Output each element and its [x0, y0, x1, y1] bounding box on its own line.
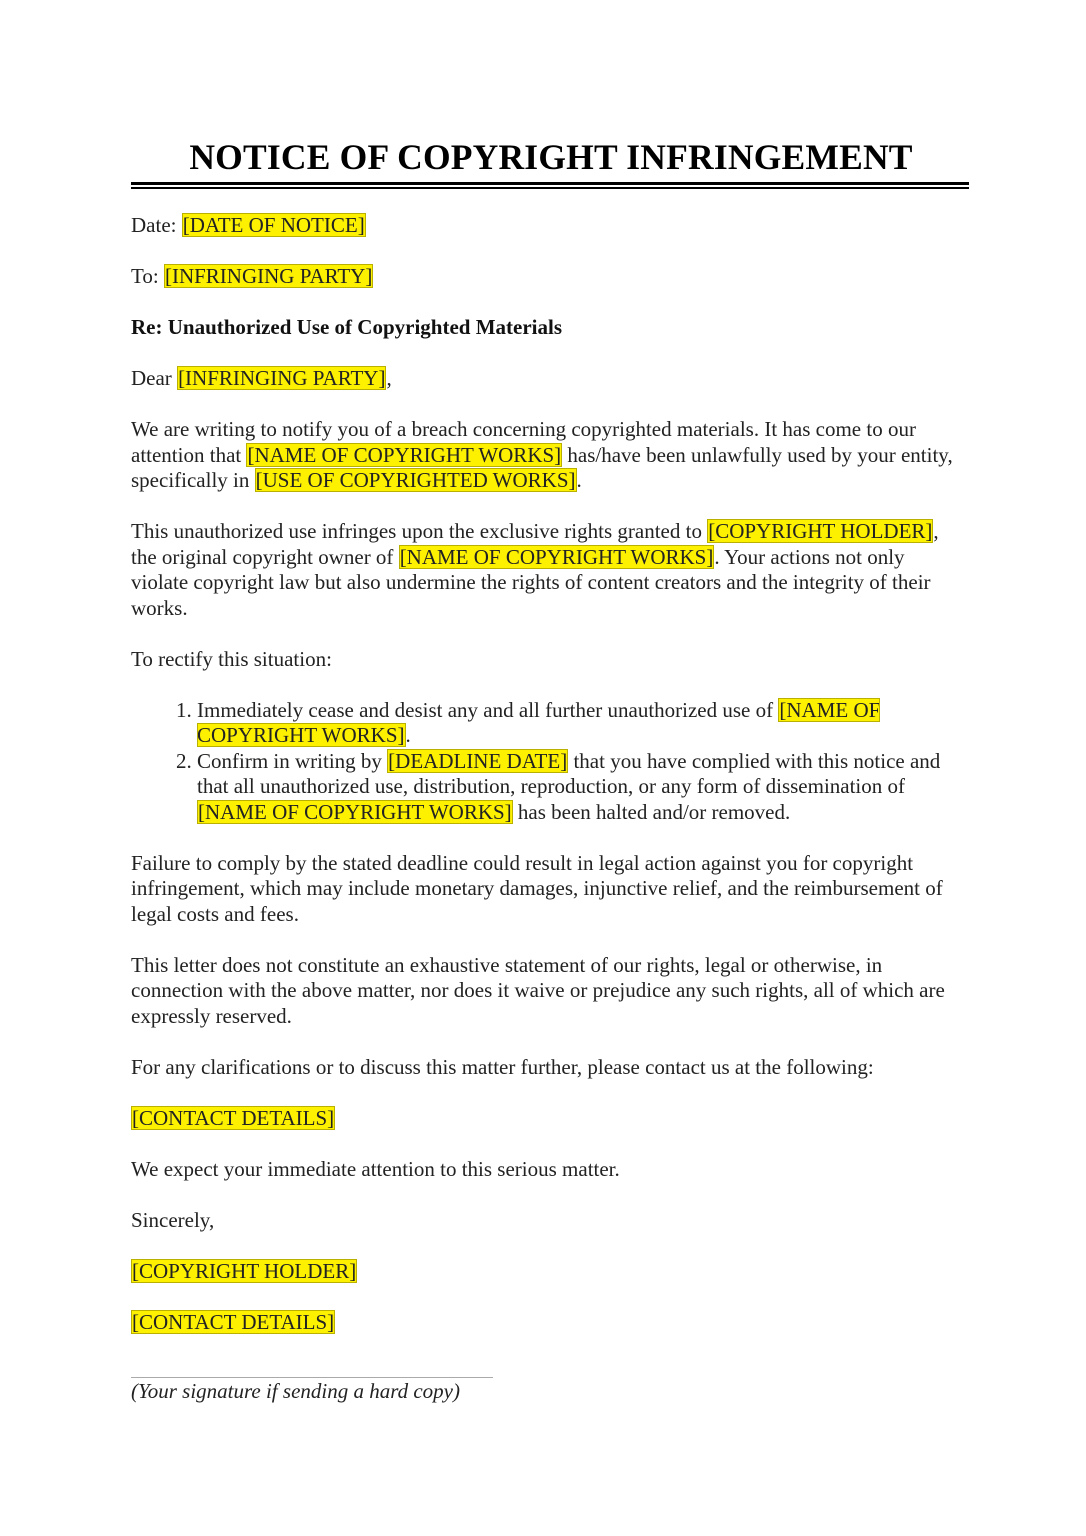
signature-line — [131, 1377, 493, 1378]
signature-caption: (Your signature if sending a hard copy) — [131, 1379, 460, 1403]
contact-details-placeholder: [CONTACT DETAILS] — [132, 1105, 335, 1130]
rectify-intro: To rectify this situation: — [131, 646, 332, 671]
subject-line: Re: Unauthorized Use of Copyrighted Materials — [131, 315, 563, 339]
contact-details-placeholder: [CONTACT DETAILS] — [132, 1309, 335, 1334]
signer-placeholder: [COPYRIGHT HOLDER] — [132, 1258, 357, 1283]
date-line: Date: [DATE OF NOTICE] — [131, 213, 365, 237]
contact-details-block — [131, 1106, 961, 1132]
paragraph-rights-infringed: This unauthorized use infringes upon the exclusive rights granted to [COPYRIGHT HOLDER], the original copyright owner of [NAME OF COPYRIGHT WORKS]. Your actions not only violate copyright law but also undermine the rights of content creators and the integrity of their works. — [131, 519, 939, 620]
paragraph-consequences: Failure to comply by the stated deadline could result in legal action against you for copyright infringement, which may include monetary damages, injunctive relief, and the reimbursement of legal costs and fees. — [131, 850, 943, 926]
works-name-placeholder: [NAME OF COPYRIGHT WORKS] — [247, 442, 562, 467]
deadline-date-placeholder: [DEADLINE DATE] — [388, 748, 568, 773]
signer-block — [131, 1259, 961, 1285]
letter-body — [131, 213, 961, 1361]
works-use-placeholder: [USE OF COPYRIGHTED WORKS] — [255, 468, 576, 492]
salutation-name-placeholder: [INFRINGING PARTY] — [178, 366, 386, 390]
to-line: To: [INFRINGING PARTY] — [131, 264, 373, 288]
remedy-steps-list — [131, 698, 961, 826]
copyright-holder-placeholder: [COPYRIGHT HOLDER] — [708, 519, 933, 543]
list-item: 1. Immediately cease and desist any and all further unauthorized use of [NAME OF COPYRIGHT WORKS]. — [197, 698, 961, 749]
signer-contact-block — [131, 1310, 961, 1336]
paragraph-contact-invite: For any clarifications or to discuss this matter further, please contact us at the following: — [131, 1054, 874, 1079]
works-name-placeholder: [NAME OF COPYRIGHT WORKS] — [198, 799, 512, 824]
paragraph-breach-notice: We are writing to notify you of a breach concerning copyrighted materials. It has come to our attention that [NAME OF COPYRIGHT WORKS] has/have been unlawfully used by your entity, specifically in [USE OF COPYRIGHTED WORKS]. — [131, 417, 953, 492]
list-item: 2. Confirm in writing by [DEADLINE DATE] that you have complied with this notice and that all unauthorized use, distribution, reproduction, or any form of dissemination of [NAME OF COPYRIGHT WORKS] has been halted and/or removed. — [197, 749, 961, 826]
closing: Sincerely, — [131, 1207, 215, 1232]
works-name-placeholder: [NAME OF COPYRIGHT WORKS] — [197, 697, 881, 747]
page-title: NOTICE OF COPYRIGHT INFRINGEMENT — [189, 137, 913, 177]
title-rule-thin — [131, 187, 969, 189]
paragraph-expectation: We expect your immediate attention to this serious matter. — [131, 1156, 620, 1181]
recipient-placeholder: [INFRINGING PARTY] — [164, 264, 373, 288]
works-name-placeholder: [NAME OF COPYRIGHT WORKS] — [399, 544, 714, 569]
salutation: Dear [INFRINGING PARTY], — [131, 366, 392, 390]
paragraph-reservation-of-rights: This letter does not constitute an exhaustive statement of our rights, legal or otherwise, in connection with the above matter, nor does it waive or prejudice any such rights, all of which are expressly reserved. — [131, 952, 945, 1028]
title-rule-thick — [131, 182, 969, 185]
date-placeholder: [DATE OF NOTICE] — [182, 213, 365, 237]
